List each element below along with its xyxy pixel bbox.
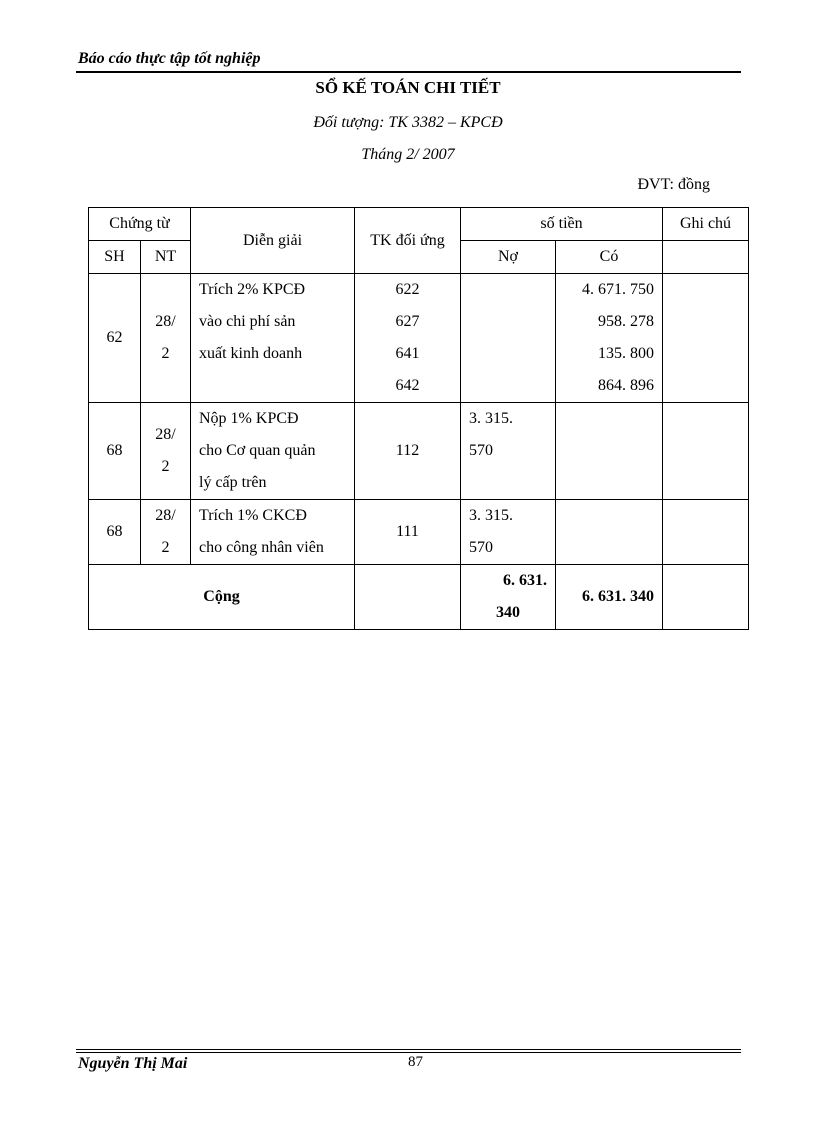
table-row	[89, 403, 749, 500]
header-rule	[76, 71, 741, 73]
document-title: SỔ KẾ TOÁN CHI TIẾT	[315, 78, 501, 97]
cell-description-line: Nộp 1% KPCĐ	[199, 410, 299, 427]
cell-note	[663, 403, 749, 500]
header-nt: NT	[141, 241, 191, 274]
cell-debit-line: 570	[469, 539, 493, 556]
cell-debit-line: 3. 315.	[469, 410, 513, 427]
cell-debit	[461, 500, 556, 565]
cell-description-line: xuất kinh doanh	[199, 345, 303, 362]
cell-description	[191, 403, 355, 500]
cell-nt-line: 28/	[155, 507, 176, 524]
cell-credit	[556, 274, 663, 403]
cell-account-line: 622	[395, 281, 420, 298]
cell-note	[663, 500, 749, 565]
report-header-title: Báo cáo thực tập tốt nghiệp	[78, 50, 261, 67]
header-sh: SH	[89, 241, 141, 274]
cell-account-line: 641	[395, 345, 420, 362]
cell-debit-line: 3. 315.	[469, 507, 513, 524]
header-credit: Có	[556, 241, 663, 274]
cell-account-line: 642	[395, 377, 420, 394]
cell-sh: 68	[89, 403, 141, 500]
header-voucher: Chứng từ	[89, 208, 191, 241]
cell-nt-line: 2	[161, 345, 170, 362]
header-note-blank	[663, 241, 749, 274]
cell-description	[191, 274, 355, 403]
table-row	[89, 274, 749, 403]
cell-debit-line: 570	[469, 442, 493, 459]
footer-author: Nguyễn Thị Mai	[78, 1055, 188, 1072]
total-debit-line: 340	[496, 604, 520, 621]
cell-debit	[461, 403, 556, 500]
cell-credit-line: 4. 671. 750	[582, 281, 654, 298]
header-description: Diễn giải	[191, 208, 355, 274]
cell-description-line: Trích 1% CKCĐ	[199, 507, 307, 524]
table-row	[89, 500, 749, 565]
cell-description-line: Trích 2% KPCĐ	[199, 281, 306, 298]
cell-nt	[141, 500, 191, 565]
cell-description-line: lý cấp trên	[199, 474, 267, 491]
cell-sh: 68	[89, 500, 141, 565]
total-note	[663, 565, 749, 630]
cell-nt	[141, 403, 191, 500]
total-credit: 6. 631. 340	[556, 565, 663, 630]
table-total-row	[89, 565, 749, 630]
cell-sh: 62	[89, 274, 141, 403]
page-number: 87	[408, 1054, 423, 1070]
cell-description-line: vào chi phí sản	[199, 313, 296, 330]
cell-description-line: cho Cơ quan quản	[199, 442, 316, 459]
cell-description	[191, 500, 355, 565]
header-note: Ghi chú	[663, 208, 749, 241]
cell-account	[355, 274, 461, 403]
cell-debit	[461, 274, 556, 403]
total-label: Cộng	[89, 565, 355, 630]
table-header-row	[89, 208, 749, 241]
total-account	[355, 565, 461, 630]
footer-rule	[76, 1052, 741, 1053]
cell-description-line: cho công nhân viên	[199, 539, 324, 556]
cell-nt-line: 2	[161, 539, 170, 556]
cell-nt-line	[149, 403, 182, 419]
document-period: Tháng 2/ 2007	[361, 146, 455, 163]
header-account: TK đối ứng	[355, 208, 461, 274]
total-debit	[461, 565, 556, 630]
cell-credit-line: 135. 800	[598, 345, 654, 362]
total-debit-line: 6. 631.	[503, 572, 547, 589]
cell-credit-line: 958. 278	[598, 313, 654, 330]
header-debit: Nợ	[461, 241, 556, 274]
cell-account: 111	[355, 500, 461, 565]
cell-credit	[556, 500, 663, 565]
footer-rule	[76, 1049, 741, 1050]
cell-nt-line: 2	[161, 458, 170, 475]
cell-credit	[556, 403, 663, 500]
cell-credit-line: 864. 896	[598, 377, 654, 394]
cell-note	[663, 274, 749, 403]
header-amount: số tiền	[461, 208, 663, 241]
currency-unit: ĐVT: đồng	[637, 176, 710, 193]
cell-account-line: 627	[395, 313, 420, 330]
cell-nt-line: 28/	[155, 313, 176, 330]
cell-nt	[141, 274, 191, 403]
cell-nt-line: 28/	[155, 426, 176, 443]
document-subject: Đối tượng: TK 3382 – KPCĐ	[313, 114, 503, 131]
ledger-table	[88, 207, 749, 630]
cell-account: 112	[355, 403, 461, 500]
